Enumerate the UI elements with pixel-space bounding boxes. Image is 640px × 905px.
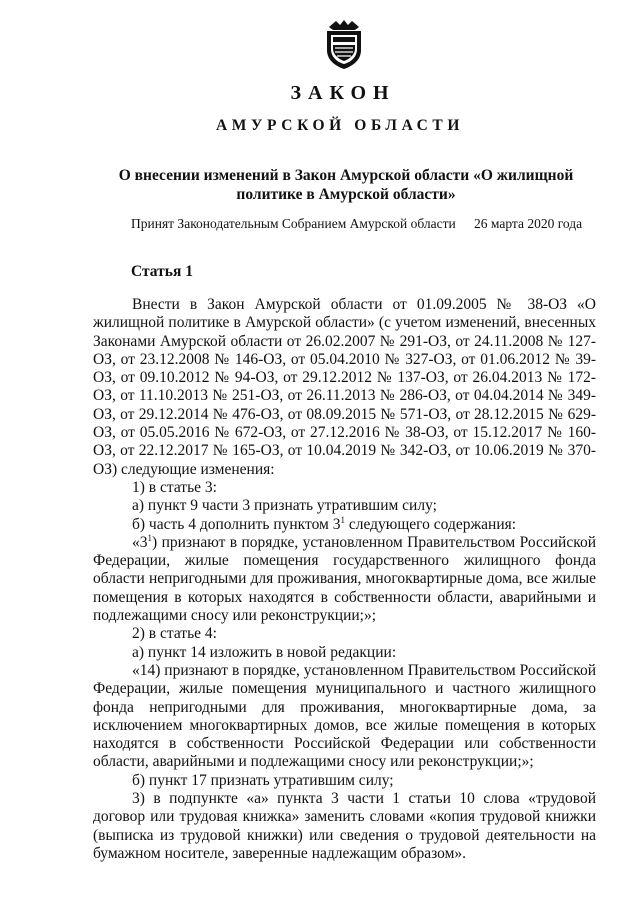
quote-1-open: «3 bbox=[132, 533, 148, 551]
quote-1 bbox=[93, 534, 596, 625]
document-title: ЗАКОН bbox=[290, 82, 396, 104]
intro-paragraph: Внести в Закон Амурской области от 01.09.2005 № 38-ОЗ «О жилищной политике в Амурской области» (с учетом изменений, внесенных Законами Амурской области от 26.02.2007 № 291-ОЗ, от 24.11.2008 № 127-ОЗ, от 23.12.2008 № 146-ОЗ, от 05.04.2010 № 327-ОЗ, от 01.06.2012 № 39-ОЗ, от 09.10.2012 № 94-ОЗ, от 29.12.2012 № 137-ОЗ, от 26.04.2013 № 172-ОЗ, от 11.10.2013 № 251-ОЗ, от 26.11.2013 № 286-ОЗ, от 04.04.2014 № 349-ОЗ, от 29.12.2014 № 476-ОЗ, от 08.09.2015 № 571-ОЗ, от 28.12.2015 № 629-ОЗ, от 05.05.2016 № 672-ОЗ, от 27.12.2016 № 38-ОЗ, от 15.12.2017 № 160-ОЗ, от 22.12.2017 № 165-ОЗ, от 10.04.2019 № 342-ОЗ, от 10.06.2019 № 370-ОЗ) следующие изменения: bbox=[93, 296, 596, 478]
item-1b-superscript: 1 bbox=[340, 514, 345, 525]
article-body bbox=[93, 296, 596, 863]
subject-line-2: политике в Амурской области» bbox=[236, 186, 456, 203]
article-heading: Статья 1 bbox=[131, 263, 193, 280]
item-3: 3) в подпункте «а» пункта 3 части 1 статьи 10 слова «трудовой договор или трудовая книжка» заменить словами «копия трудовой книжки (выписка из трудовой книжки) или сведения о трудовой деятельности на бумажном носителе, заверенные надлежащим образом». bbox=[93, 790, 596, 862]
item-1a: а) пункт 9 части 3 признать утратившим силу; bbox=[132, 497, 437, 515]
document-subject bbox=[118, 166, 574, 204]
item-2b: б) пункт 17 признать утратившим силу; bbox=[132, 771, 394, 789]
item-1: 1) в статье 3: bbox=[132, 478, 217, 496]
subject-line-1: О внесении изменений в Закон Амурской области «О жилищной bbox=[118, 167, 574, 184]
item-1b bbox=[93, 516, 596, 534]
document-region: АМУРСКОЙ ОБЛАСТИ bbox=[216, 117, 464, 134]
item-1b-tail: следующего содержания: bbox=[344, 515, 517, 533]
item-1b-text: б) часть 4 дополнить пунктом 3 bbox=[132, 515, 341, 533]
item-2: 2) в статье 4: bbox=[132, 625, 217, 643]
coat-of-arms-icon bbox=[321, 18, 367, 70]
quote-1-text: ) признают в порядке, установленном Правительством Российской Федерации, жилые помещения государственного жилищного фонда области непригодными для проживания, многоквартирные дома, все жилые помещения в которых находятся в собственности области, аварийными и подлежащими сносу или реконструкции;»; bbox=[93, 533, 596, 625]
adopted-date: 26 марта 2020 года bbox=[474, 216, 583, 231]
adopted-by: Принят Законодательным Собранием Амурской области bbox=[131, 216, 456, 231]
quote-1-superscript: 1 bbox=[147, 532, 152, 543]
item-2a: а) пункт 14 изложить в новой редакции: bbox=[132, 643, 397, 661]
quote-2: «14) признают в порядке, установленном Правительством Российской Федерации, жилые помещения муниципального и частного жилищного фонда непригодными для проживания, многоквартирные дома, за исключением многоквартирных домов, все жилые помещения в которых находятся в собственности Российской Федерации или собственности области, аварийными и подлежащими сносу или реконструкции;»; bbox=[93, 661, 596, 771]
